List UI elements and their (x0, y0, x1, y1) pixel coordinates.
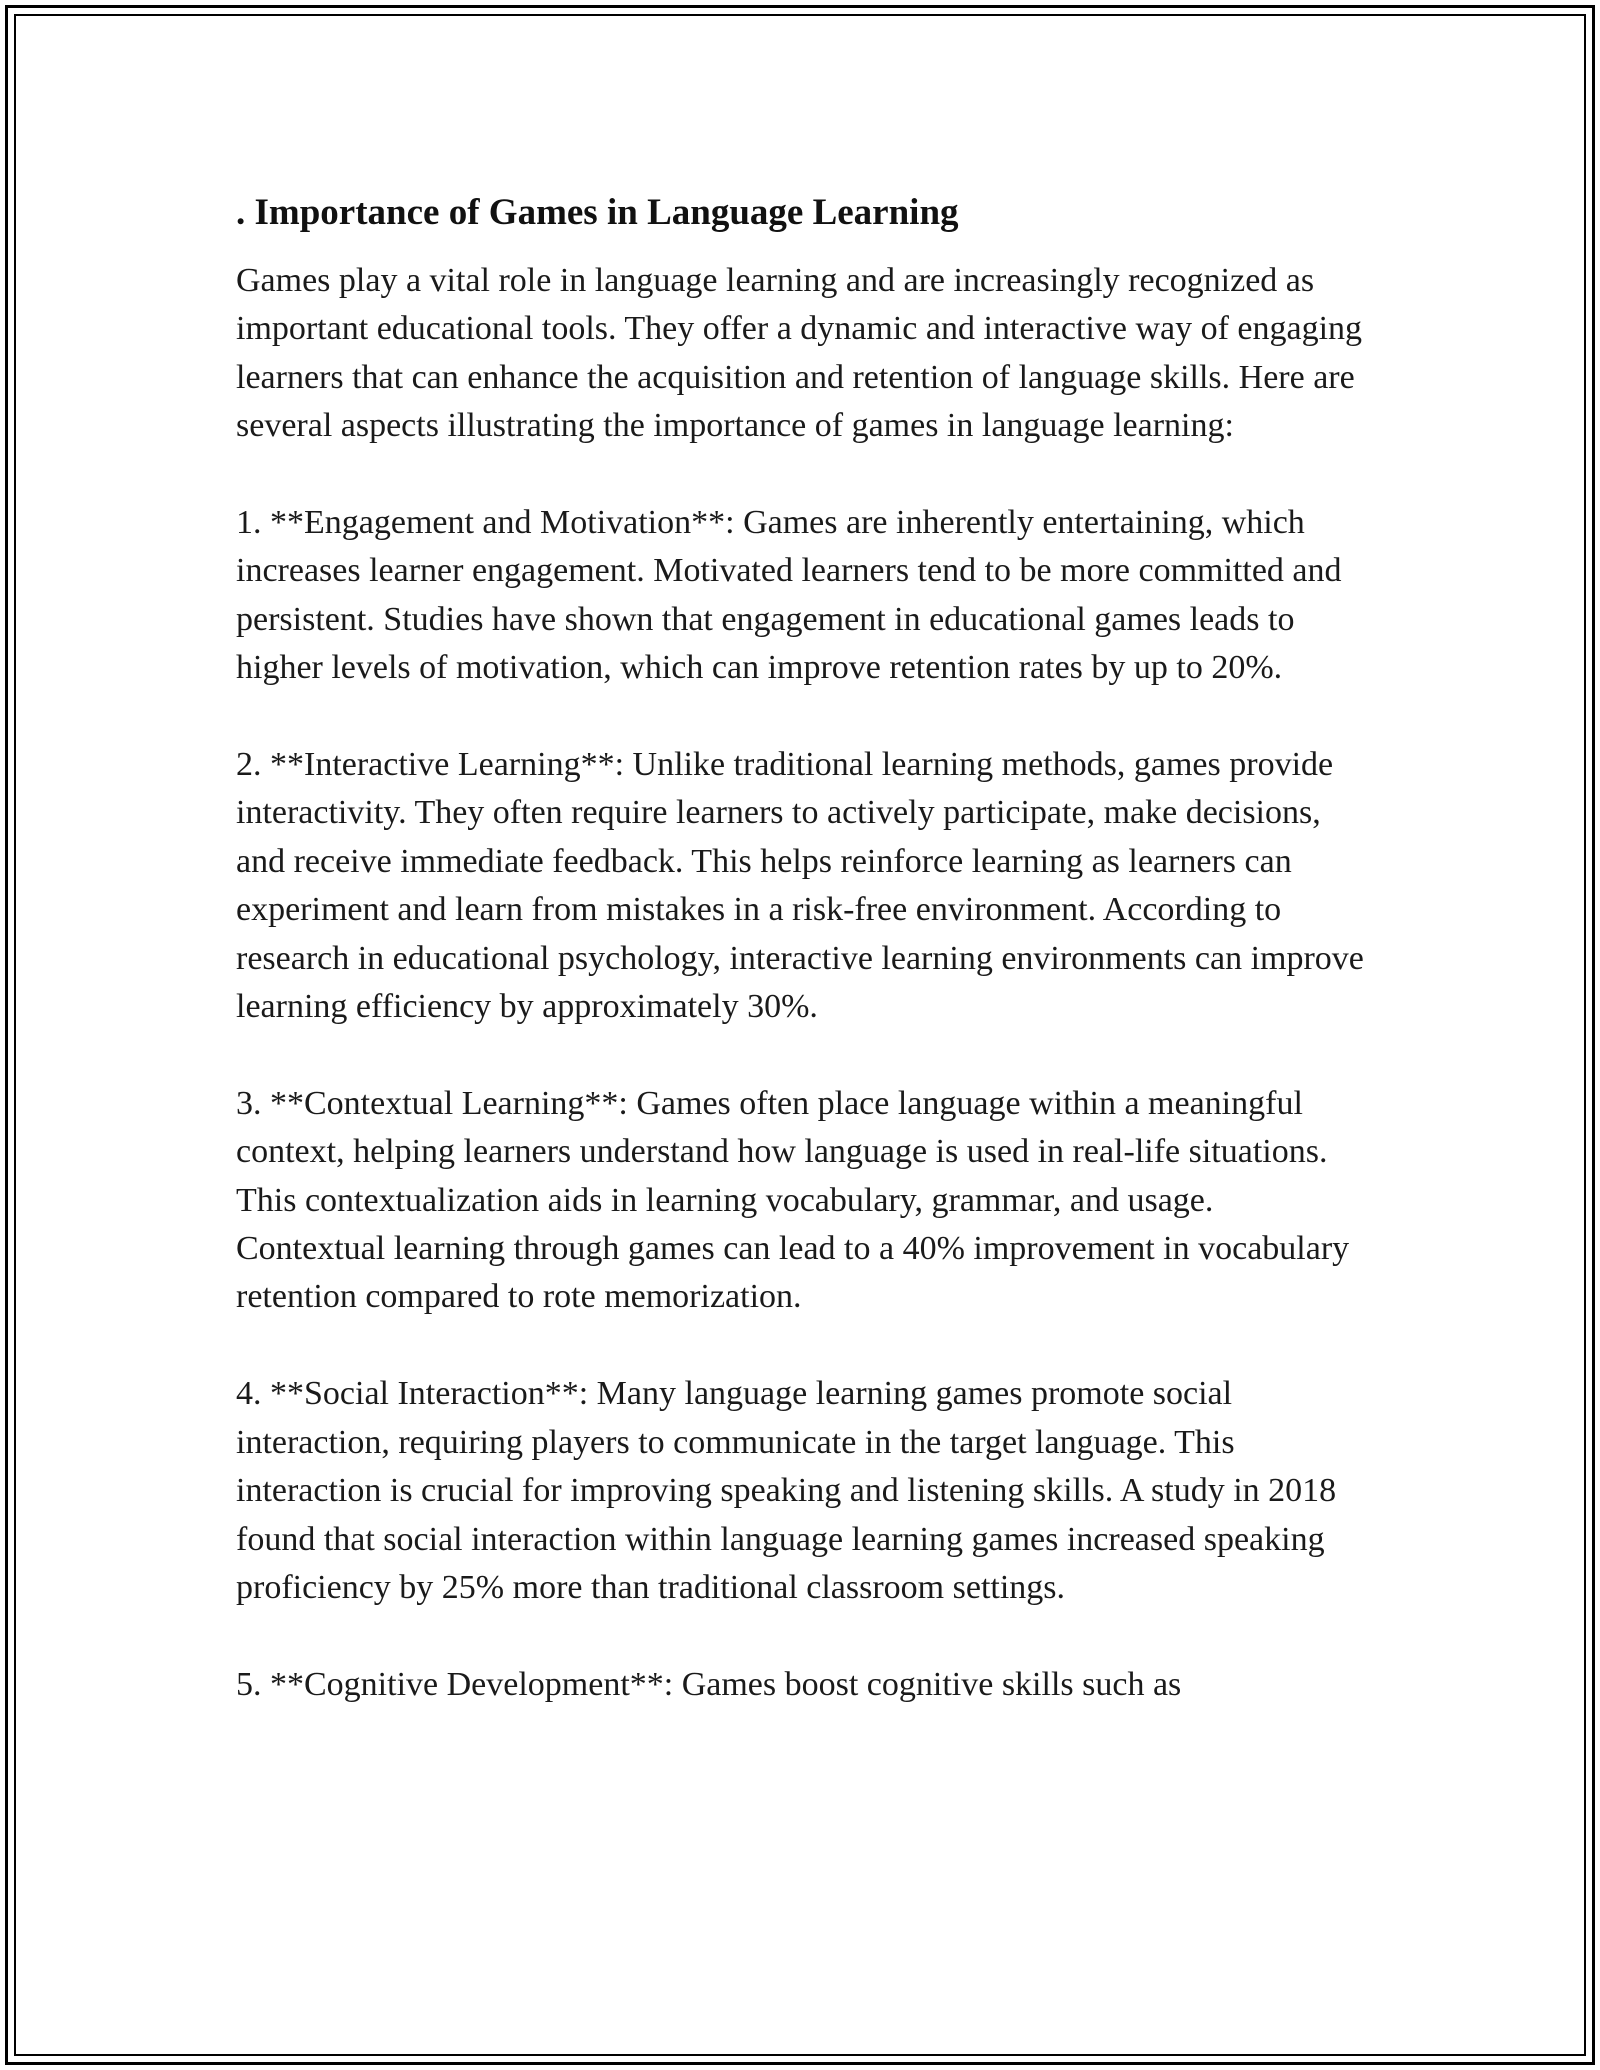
document-body (236, 185, 1366, 1758)
intro-paragraph: Games play a vital role in language learning and are increasingly recognized as important educational tools. They offer a dynamic and interactive way of engaging learners that can enhance the acquisition and retention of language skills. Here are several aspects illustrating the importance of games in language learning: (236, 262, 1363, 445)
point-interactive-learning: 2. **Interactive Learning**: Unlike traditional learning methods, games provide interactivity. They often require learners to actively participate, make decisions, and receive immediate feedback. This helps reinforce learning as learners can experiment and learn from mistakes in a risk-free environment. According to research in educational psychology, interactive learning environments can improve learning efficiency by approximately 30%. (236, 746, 1364, 1026)
point-social-interaction: 4. **Social Interaction**: Many language learning games promote social interaction, requiring players to communicate in the target language. This interaction is crucial for improving speaking and listening skills. A study in 2018 found that social interaction within language learning games increased speaking proficiency by 25% more than traditional classroom settings. (236, 1375, 1337, 1606)
point-engagement-motivation: 1. **Engagement and Motivation**: Games are inherently entertaining, which increases learner engagement. Motivated learners tend to be more committed and persistent. Studies have shown that engagement in educational games leads to higher levels of motivation, which can improve retention rates by up to 20%. (236, 504, 1342, 687)
point-cognitive-development: 5. **Cognitive Development**: Games boost cognitive skills such as (236, 1665, 1182, 1703)
section-heading: . Importance of Games in Language Learning (236, 192, 959, 233)
point-contextual-learning: 3. **Contextual Learning**: Games often place language within a meaningful context, helping learners understand how language is used in real-life situations. This contextualization aids in learning vocabulary, grammar, and usage. Contextual learning through games can lead to a 40% improvement in vocabulary retention compared to rote memorization. (236, 1084, 1350, 1316)
